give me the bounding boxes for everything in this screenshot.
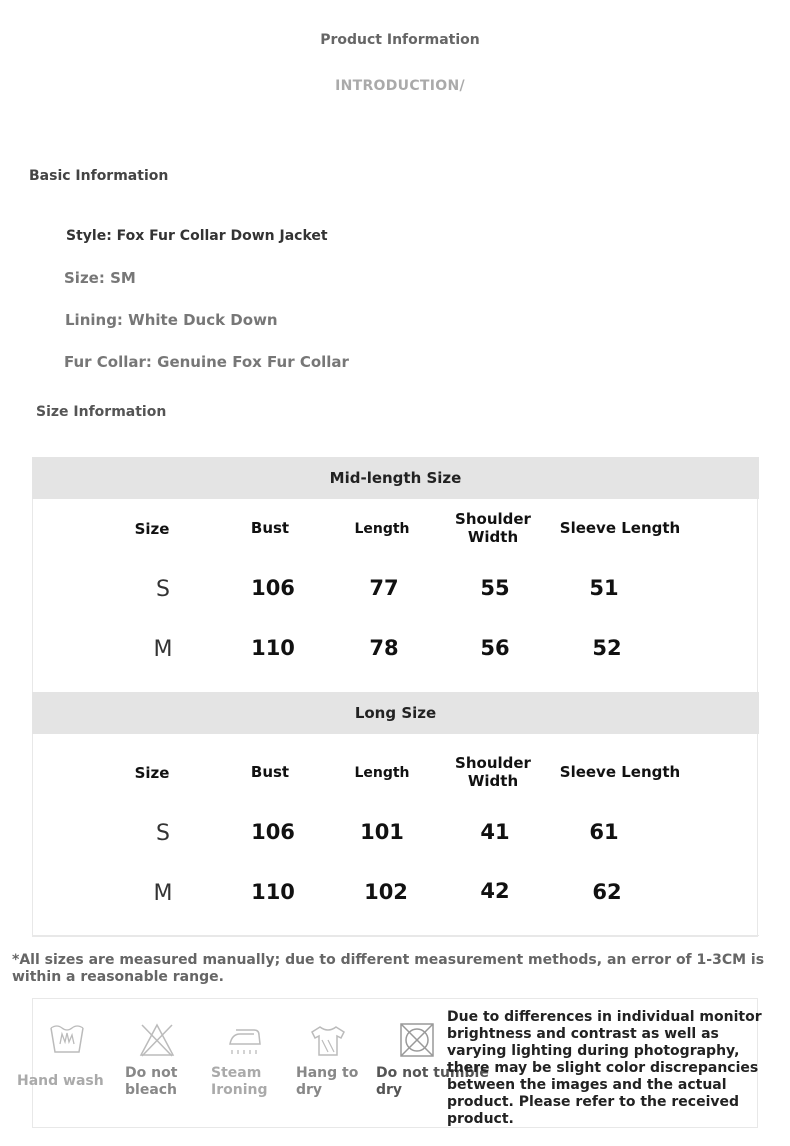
shoulder-value: 41 — [480, 820, 510, 844]
col-length-header: Length — [354, 521, 410, 537]
bust-value: 106 — [251, 576, 295, 600]
row-size-label: M — [153, 637, 173, 662]
hang-dry-icon — [308, 1024, 348, 1058]
size-info-line: Size: SM — [64, 269, 136, 287]
care-label: Do not tumble dry — [376, 1065, 489, 1098]
sleeve-value: 52 — [592, 636, 622, 660]
sleeve-value: 62 — [592, 880, 622, 904]
col-size-header: Size — [134, 764, 170, 782]
length-value: 101 — [360, 820, 404, 844]
collar-info: Fur Collar: Genuine Fox Fur Collar — [64, 353, 349, 371]
size-info-heading: Size Information — [36, 404, 167, 420]
hand-wash-icon — [48, 1022, 86, 1056]
col-sleeve-header: Sleeve Length — [559, 519, 681, 537]
col-length-header: Length — [354, 765, 410, 781]
sleeve-value: 61 — [589, 820, 619, 844]
shoulder-value: 55 — [480, 576, 510, 600]
col-shoulder-header: Shoulder Width — [455, 510, 531, 546]
row-size-label: S — [156, 577, 170, 602]
length-value: 78 — [369, 636, 399, 660]
care-label: Hand wash — [17, 1073, 104, 1089]
shoulder-value: 56 — [480, 636, 510, 660]
bust-value: 106 — [251, 820, 295, 844]
page-subtitle: INTRODUCTION/ — [335, 78, 465, 94]
page-title: Product Information — [320, 32, 480, 48]
long-size-title: Long Size — [32, 692, 759, 734]
col-bust-header: Bust — [250, 519, 290, 537]
measurement-note: *All sizes are measured manually; due to different measurement methods, an error of 1-3CM is within a reasonable range. — [12, 952, 765, 985]
no-tumble-dry-icon — [398, 1021, 436, 1059]
divider — [32, 935, 759, 936]
care-label: Hang to dry — [296, 1065, 359, 1098]
col-sleeve-header: Sleeve Length — [559, 763, 681, 781]
color-disclaimer: Due to differences in individual monitor brightness and contrast as well as varying lighting during photography, there may be slight color discrepancies between the images and the actual product. Please refer to the received product. — [447, 1009, 762, 1127]
length-value: 102 — [364, 880, 408, 904]
steam-iron-icon — [226, 1024, 266, 1056]
care-label: Do not bleach — [125, 1065, 178, 1098]
bust-value: 110 — [251, 636, 295, 660]
lining-info: Lining: White Duck Down — [65, 311, 278, 329]
shoulder-value: 42 — [480, 879, 510, 903]
bust-value: 110 — [251, 880, 295, 904]
col-size-header: Size — [134, 520, 170, 538]
mid-length-title: Mid-length Size — [32, 457, 759, 499]
length-value: 77 — [369, 576, 399, 600]
care-label: Steam Ironing — [211, 1065, 268, 1098]
row-size-label: S — [156, 821, 170, 846]
basic-info-heading: Basic Information — [29, 168, 169, 184]
no-bleach-icon — [138, 1022, 176, 1058]
row-size-label: M — [153, 881, 173, 906]
col-bust-header: Bust — [250, 763, 290, 781]
style-info: Style: Fox Fur Collar Down Jacket — [66, 228, 328, 244]
sleeve-value: 51 — [589, 576, 619, 600]
col-shoulder-header: Shoulder Width — [455, 754, 531, 790]
